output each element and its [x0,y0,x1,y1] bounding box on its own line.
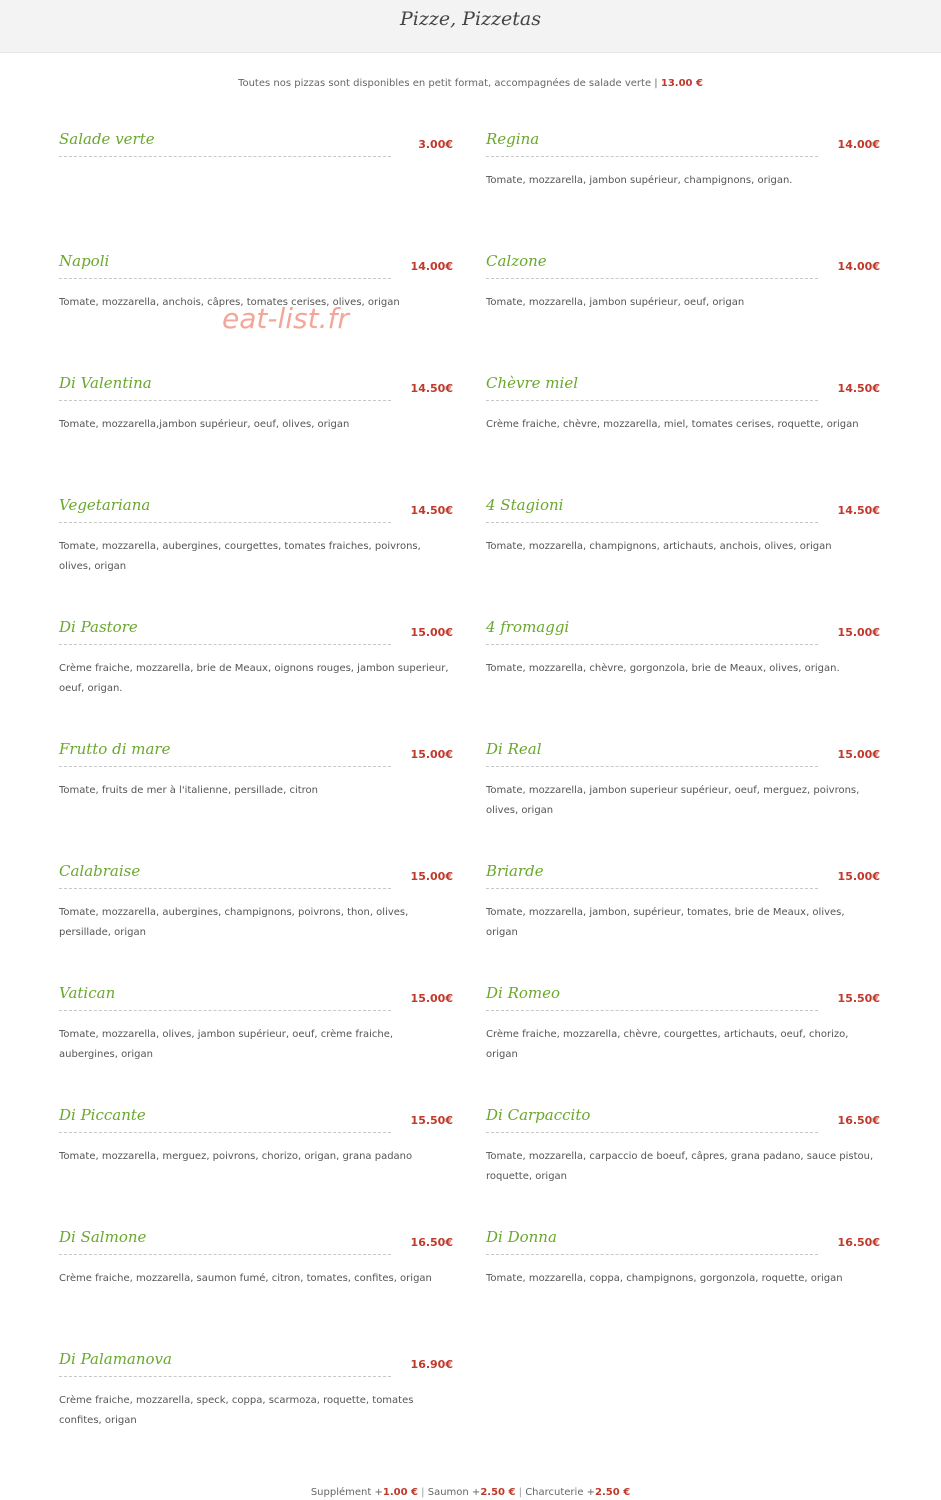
menu-item [59,740,459,850]
item-description: Tomate, mozzarella, aubergines, courgettes, tomates fraiches, poivrons, olives, origan [59,541,421,572]
item-price: 15.00€ [410,870,453,883]
item-divider [59,1010,391,1011]
item-divider [59,644,391,645]
item-name: 4 Stagioni [486,496,564,514]
item-description: Tomate, mozzarella, merguez, poivrons, chorizo, origan, grana padano [59,1151,413,1162]
menu-item [59,496,459,606]
item-description: Tomate, mozzarella, carpaccio de boeuf, câpres, grana padano, sauce pistou, roquette, origan [486,1151,874,1182]
item-price: 15.00€ [837,626,880,639]
item-price: 14.00€ [837,260,880,273]
item-description: Crème fraiche, mozzarella, speck, coppa, scarmoza, roquette, tomates confites, origan [59,1395,414,1426]
item-divider [486,644,818,645]
item-price: 15.50€ [837,992,880,1005]
item-description: Tomate, mozzarella, jambon superieur supérieur, oeuf, merguez, poivrons, olives, origan [486,785,860,816]
separator: | [518,1487,522,1498]
saumon-label: Saumon + [427,1487,481,1498]
item-price: 15.00€ [410,992,453,1005]
item-name: Chèvre miel [486,374,578,392]
separator: | [421,1487,425,1498]
item-name: Regina [486,130,540,148]
item-price: 14.00€ [837,138,880,151]
menu-item [59,130,459,240]
menu-item [59,1350,459,1460]
item-divider [59,888,391,889]
supplements-note [0,1487,941,1498]
item-name: Di Valentina [59,374,152,392]
item-name: Di Romeo [486,984,561,1002]
item-name: Frutto di mare [59,740,171,758]
item-description: Crème fraiche, mozzarella, saumon fumé, citron, tomates, confites, origan [59,1273,432,1284]
menu-item [59,1228,459,1338]
item-name: Vegetariana [59,496,151,514]
item-name: Di Real [486,740,542,758]
item-description: Tomate, mozzarella, jambon supérieur, oeuf, origan [486,297,745,308]
item-name: Napoli [59,252,110,270]
item-divider [486,522,818,523]
item-divider [486,766,818,767]
item-name: Di Salmone [59,1228,147,1246]
menu-item [486,252,886,362]
item-name: Di Donna [486,1228,557,1246]
item-description: Tomate, mozzarella, anchois, câpres, tomates cerises, olives, origan [59,297,400,308]
item-description: Tomate, mozzarella,jambon supérieur, oeuf, olives, origan [59,419,350,430]
item-price: 15.50€ [410,1114,453,1127]
item-divider [486,1010,818,1011]
item-description: Tomate, mozzarella, chèvre, gorgonzola, brie de Meaux, olives, origan. [486,663,840,674]
item-name: Di Carpaccito [486,1106,591,1124]
item-divider [486,1132,818,1133]
item-divider [59,1376,391,1377]
item-divider [59,766,391,767]
saumon-price: 2.50 € [480,1487,516,1498]
item-description: Tomate, mozzarella, aubergines, champignons, poivrons, thon, olives, persillade, origan [59,907,409,938]
item-description: Tomate, mozzarella, jambon, supérieur, tomates, brie de Meaux, olives, origan [486,907,845,938]
menu-item [486,130,886,240]
item-price: 15.00€ [837,870,880,883]
menu-item [59,374,459,484]
item-name: Calabraise [59,862,141,880]
item-price: 16.50€ [837,1114,880,1127]
item-description: Tomate, mozzarella, olives, jambon supérieur, oeuf, crème fraiche, aubergines, origan [59,1029,394,1060]
item-price: 14.50€ [410,382,453,395]
intro-note [0,78,941,89]
item-price: 3.00€ [418,138,453,151]
item-name: Salade verte [59,130,155,148]
item-name: Calzone [486,252,547,270]
item-divider [486,1254,818,1255]
intro-text: Toutes nos pizzas sont disponibles en petit format, accompagnées de salade verte | [238,78,658,89]
menu-item [59,1106,459,1216]
item-price: 14.00€ [410,260,453,273]
item-divider [486,400,818,401]
item-description: Tomate, fruits de mer à l'italienne, persillade, citron [59,785,318,796]
menu-item [486,374,886,484]
charcuterie-price: 2.50 € [595,1487,631,1498]
item-description: Tomate, mozzarella, jambon supérieur, champignons, origan. [486,175,793,186]
item-price: 15.00€ [410,748,453,761]
menu-item [59,618,459,728]
menu-item [59,862,459,972]
item-description: Crème fraiche, mozzarella, brie de Meaux, oignons rouges, jambon superieur, oeuf, origan. [59,663,449,694]
item-name: Di Palamanova [59,1350,172,1368]
page-header [0,0,941,53]
intro-price: 13.00 € [660,78,703,89]
item-divider [59,1132,391,1133]
item-price: 15.00€ [837,748,880,761]
item-divider [59,278,391,279]
item-description: Tomate, mozzarella, coppa, champignons, gorgonzola, roquette, origan [486,1273,843,1284]
item-price: 15.00€ [410,626,453,639]
item-name: Di Piccante [59,1106,146,1124]
item-name: Vatican [59,984,116,1002]
watermark: eat-list.fr [222,302,349,335]
item-name: Briarde [486,862,544,880]
page-title: Pizze, Pizzetas [399,8,542,30]
item-description: Tomate, mozzarella, champignons, artichauts, anchois, olives, origan [486,541,832,552]
charcuterie-label: Charcuterie + [525,1487,596,1498]
menu-item [59,984,459,1094]
item-divider [59,400,391,401]
item-price: 16.90€ [410,1358,453,1371]
item-price: 16.50€ [410,1236,453,1249]
item-description: Crème fraiche, chèvre, mozzarella, miel, tomates cerises, roquette, origan [486,419,859,430]
item-price: 14.50€ [837,504,880,517]
supplement-price: 1.00 € [382,1487,418,1498]
item-divider [486,156,818,157]
item-price: 14.50€ [410,504,453,517]
item-price: 14.50€ [837,382,880,395]
menu-item [486,618,886,728]
supplement-label: Supplément + [310,1487,383,1498]
item-divider [59,522,391,523]
item-description: Crème fraiche, mozzarella, chèvre, courgettes, artichauts, oeuf, chorizo, origan [486,1029,849,1060]
item-divider [486,888,818,889]
item-divider [486,278,818,279]
item-name: Di Pastore [59,618,138,636]
menu-item [486,496,886,606]
menu-item [486,1228,886,1338]
menu-item [486,740,886,850]
menu-item [486,984,886,1094]
item-divider [59,156,391,157]
item-name: 4 fromaggi [486,618,570,636]
item-price: 16.50€ [837,1236,880,1249]
item-divider [59,1254,391,1255]
menu-item [486,1106,886,1216]
menu-item [486,862,886,972]
